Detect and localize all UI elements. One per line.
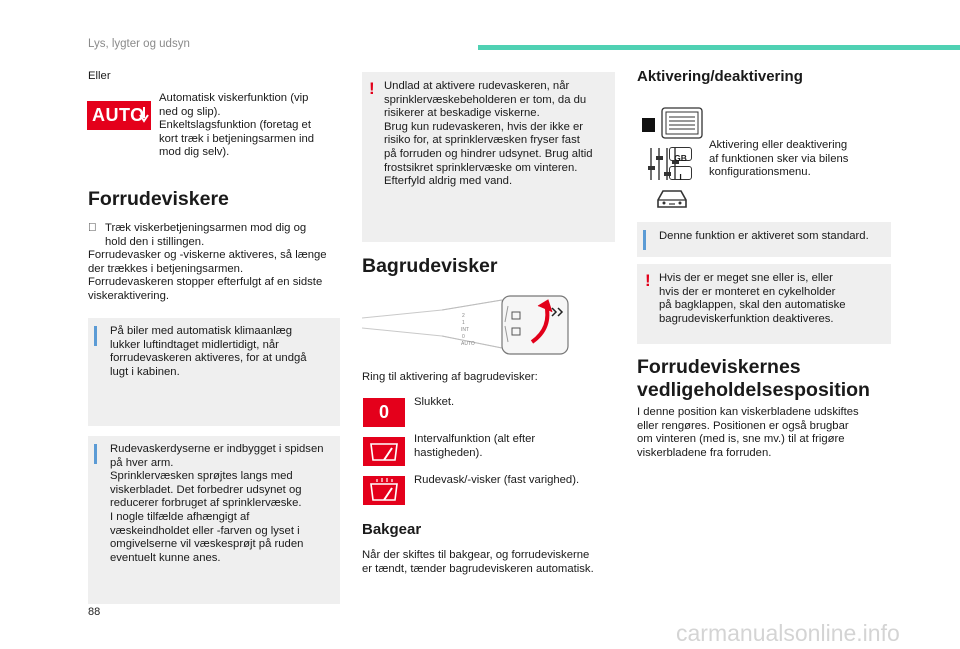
header-section-title: Lys, lygter og udsyn: [88, 38, 190, 50]
warning-icon-2: !: [645, 271, 651, 290]
auto-wiper-text: Automatisk viskerfunktion (vip ned og slip). Enkeltslagsfunktion (foretag et kort træk i betjeningsarmen ind mod dig selv).: [159, 92, 315, 159]
stalk-label-0: 0: [462, 334, 465, 340]
info-bar-1: [94, 326, 97, 346]
ring-label: Ring til aktivering af bagrudevisker:: [362, 371, 538, 383]
forrudeviskere-heading: Forrudeviskere: [88, 188, 229, 210]
car-icon: [654, 186, 690, 212]
warning-icon: !: [369, 79, 375, 98]
auto-wiper-icon: [87, 101, 151, 130]
maintenance-heading: Forrudeviskernes vedligeholdelsesposition: [637, 356, 870, 401]
forrudevasker-body: Forrudevasker og -viskerne aktiveres, så længe der trækkes i betjeningsarmen. Forrudevaskeren stopper efterfulgt af en sidste viskeraktivering.: [88, 249, 327, 302]
gb-badge: [669, 147, 692, 161]
info-bar-2: [94, 444, 97, 464]
rear-wiper-icon: [363, 437, 405, 466]
bagrudevisker-heading: Bagrudevisker: [362, 255, 498, 277]
washer-wiper-icon: [363, 476, 405, 505]
header-accent-bar: [478, 45, 960, 50]
off-icon-label: 0: [378, 402, 389, 422]
stalk-label-2: 2: [462, 313, 465, 319]
i-label: I: [679, 172, 682, 182]
wiper-stalk-illustration: [362, 292, 582, 362]
auto-badge-label: AUTO: [92, 105, 145, 125]
aktivering-heading: Aktivering/deaktivering: [637, 68, 803, 85]
bakgear-heading: Bakgear: [362, 521, 422, 538]
eller-text: Eller: [88, 70, 111, 82]
touchscreen-icon: [642, 106, 704, 140]
washer-text: Rudevask/-visker (fast varighed).: [414, 474, 580, 486]
maintenance-text: I denne position kan viskerbladene udskiftes eller rengøres. Positionen er også brugbar om vinteren (med is, sne mv.) til at frigøre viskerbladene fra forruden.: [637, 406, 859, 459]
interval-text: Intervalfunktion (alt efter hastigheden).: [414, 433, 536, 459]
arrow-down-icon: [139, 107, 149, 123]
stalk-label-int: INT: [461, 327, 470, 333]
off-icon: [363, 398, 405, 427]
info-default-text: Denne funktion er aktiveret som standard.: [659, 230, 869, 242]
interval-wiper-icon: [363, 437, 405, 466]
warning-snow-text: Hvis der er meget sne eller is, eller hvis der er monteret en cykelholder på bagklappen, skal den automatiske bagrudeviskerfunktion deaktiveres.: [659, 272, 846, 325]
info-bar-3: [643, 230, 646, 250]
info-climate-text: På biler med automatisk klimaanlæg lukker luftindtaget midlertidigt, når forrudevaskeren aktiveres, for at undgå lugt i kabinen.: [110, 325, 307, 378]
watermark: carmanualsonline.info: [676, 620, 900, 646]
step-bullet: [88, 222, 96, 236]
info-nozzles-text: Rudevaskerdyserne er indbygget i spidsen på hver arm. Sprinklervæsken sprøjtes langs med viskerbladet. Det forbedrer udsynet og reducerer forbruget af sprinklervæske. I nogle tilfælde afhængigt af væskeindholdet eller -farven og lyset i omgivelserne vil væskesprøjt på ruden eventuelt kunne anes.: [110, 443, 324, 564]
stalk-label-1: 1: [462, 320, 465, 326]
menu-activation-text: Aktivering eller deaktivering af funktionen sker via bilens konfigurationsmenu.: [709, 139, 849, 179]
page-number: 88: [88, 606, 101, 618]
rear-washer-icon: [363, 476, 405, 505]
warning-washer-text: Undlad at aktivere rudevaskeren, når sprinklervæskebeholderen er tom, da du risikerer at beskadige viskerne. Brug kun rudevaskeren, hvis der ikke er risiko for, at sprinklervæsken fryser fast på forruden og hindrer udsynet. Brug altid frostsikret sprinklervæske om vinteren. Efterfyld aldrig med vand.: [384, 80, 593, 188]
gb-label: GB: [674, 153, 687, 163]
stalk-label-auto: AUTO: [461, 341, 475, 347]
step-text: Træk viskerbetjeningsarmen mod dig og hold den i stillingen.: [105, 222, 307, 248]
bakgear-text: Når der skiftes til bakgear, og forrudeviskerne er tændt, tænder bagrudeviskeren automatisk.: [362, 549, 594, 575]
i-badge: [669, 166, 692, 180]
off-text: Slukket.: [414, 396, 455, 408]
